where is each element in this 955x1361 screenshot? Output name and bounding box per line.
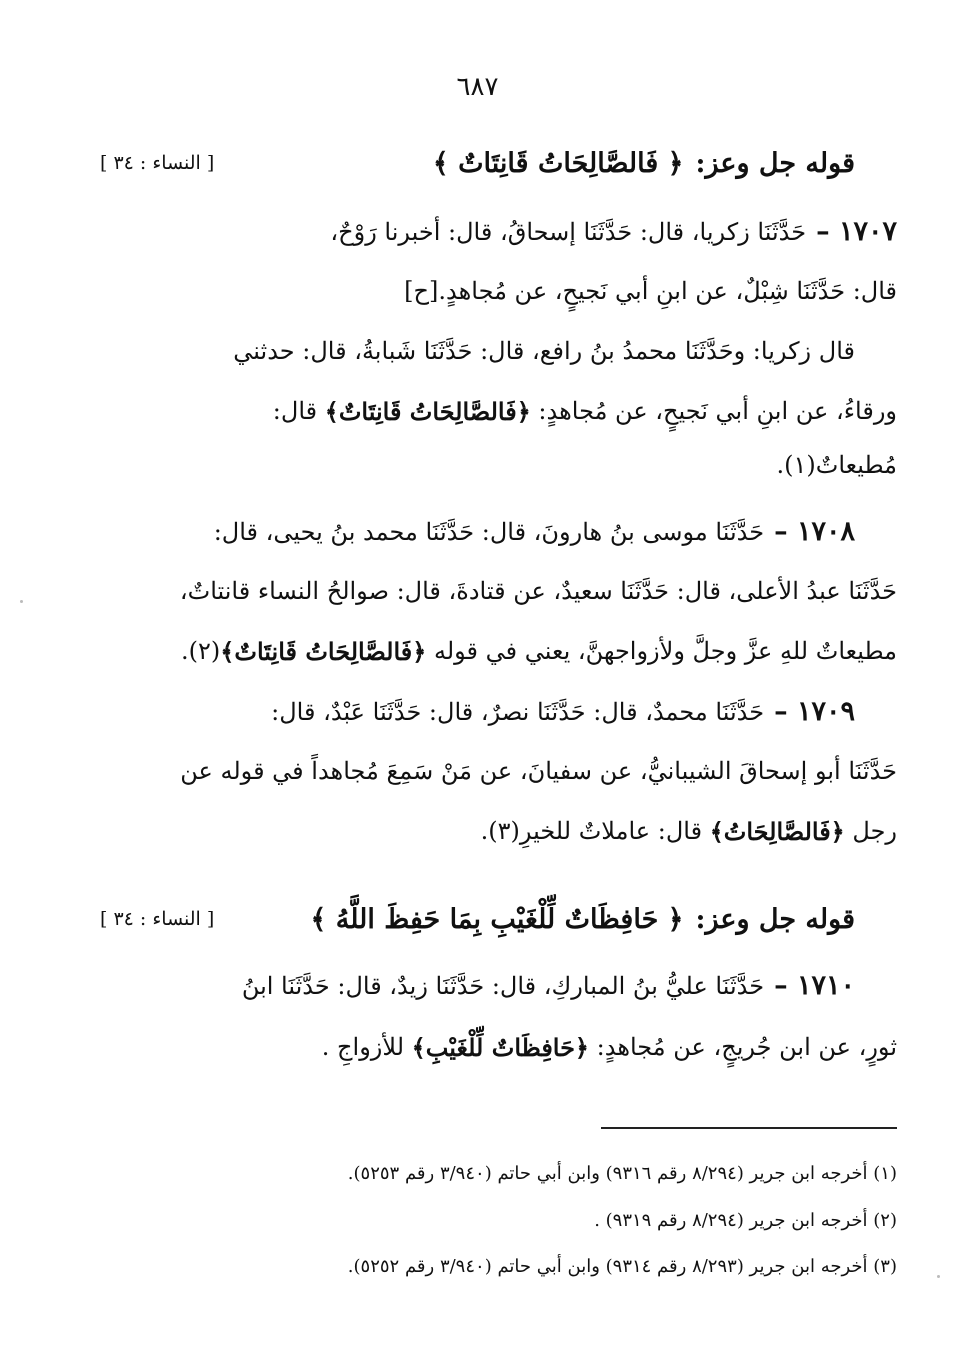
hadith-1709-line-3 — [127, 806, 897, 856]
hadith-number: ١٧٠٨ – — [774, 515, 855, 547]
hadith-text: رجل — [852, 817, 897, 845]
hadith-text: مطيعاتٌ للهِ عزَّ وجلَّ ولأزواجهنَّ، يعني في قوله — [433, 637, 897, 665]
hadith-1710-line-1 — [127, 960, 855, 1010]
hadith-text: حَدَّثَنَا موسى بنُ هارونَ، قال: حَدَّثَنَا محمد بنُ يحيى، قال: — [213, 517, 765, 546]
quran-quote: ﴿حَافِظَاتٌ لِّلْغَيْبِ﴾ — [411, 1032, 589, 1062]
hadith-text: حَدَّثَنَا زكريا، قال: حَدَّثَنَا إسحاقُ، قال: أخبرنا رَوْحٌ، — [330, 217, 807, 246]
quran-verse: ﴿ فَالصَّالِحَاتُ قَانِتَاتٌ ﴾ — [432, 147, 684, 179]
scan-speck — [937, 1275, 940, 1278]
footnote: (١) أخرجه ابن جرير (٨/٢٩٤ رقم ٩٣١٦) وابن أبي حاتم (٣/٩٤٠ رقم ٥٢٥٣). — [347, 1162, 897, 1184]
heading-lead: قوله جل وعز: — [695, 903, 855, 935]
footnote: (٢) أخرجه ابن جرير (٨/٢٩٤ رقم ٩٣١٩) . — [594, 1209, 897, 1231]
hadith-1707-line-5: مُطيعاتٌ(١). — [776, 451, 897, 479]
hadith-1708-line-3 — [127, 626, 897, 676]
hadith-text: ثورٍ، عن ابن جُريجٍ، عن مُجاهدٍ: — [596, 1033, 897, 1061]
footnote: (٣) أخرجه ابن جرير (٨/٢٩٣ رقم ٩٣١٤) وابن أبي حاتم (٣/٩٤٠ رقم ٥٢٥٢). — [347, 1255, 897, 1277]
hadith-1707-line-4 — [127, 386, 897, 436]
hadith-1708-line-2: حَدَّثَنَا عبدُ الأعلى، قال: حَدَّثَنَا سعيدٌ، عن قتادةَ، قال: صوالحُ النساء قانتاتٌ، — [179, 577, 897, 605]
footnote-ref: (٢). — [181, 637, 221, 665]
hadith-text: للأزواجِ . — [321, 1033, 405, 1061]
heading-lead: قوله جل وعز: — [695, 147, 855, 179]
hadith-text: حَدَّثَنَا عليُّ بنُ المباركِ، قال: حَدَّثَنَا زيدٌ، قال: حَدَّثَنَا ابنُ — [241, 971, 765, 1000]
hadith-text: حَدَّثَنَا محمدٌ، قال: حَدَّثَنَا نصرٌ، قال: حَدَّثَنَا عَبْدٌ، قال: — [271, 697, 765, 726]
hadith-1709-line-2: حَدَّثَنَا أبو إسحاقَ الشيبانيُّ، عن سفيانَ، عن مَنْ سَمِعَ مُجاهداً في قوله عن — [180, 757, 897, 785]
hadith-1709-line-1 — [127, 686, 855, 736]
hadith-1707-line-2: قال: حَدَّثَنَا شِبْلٌ، عن ابنِ أبي نَجيحٍ، عن مُجاهدٍ.[ح] — [404, 277, 897, 305]
hadith-1707-line-1 — [127, 206, 897, 256]
verse-reference: [ النساء : ٣٤ ] — [100, 908, 215, 930]
page-number: ٦٨٧ — [456, 72, 499, 102]
hadith-1708-line-1 — [127, 506, 855, 556]
hadith-number: ١٧١٠ – — [774, 969, 855, 1001]
hadith-1710-line-2 — [127, 1022, 897, 1072]
footnote-separator — [601, 1127, 897, 1129]
hadith-1707-line-3: قال زكريا: وحَدَّثَنَا محمدُ بنُ رافع، قال: حَدَّثَنَا شَبابةُ، قال: حدثني — [233, 337, 855, 365]
quran-quote: ﴿فَالصَّالِحَاتُ قَانِتَاتٌ﴾ — [324, 396, 531, 426]
quran-quote: ﴿فَالصَّالِحَاتُ﴾ — [709, 816, 845, 846]
hadith-text: ورقاءُ، عن ابنِ أبي نَجيحٍ، عن مُجاهدٍ: — [538, 397, 897, 425]
quran-verse: ﴿ حَافِظَاتٌ لِّلْغَيْبِ بِمَا حَفِظَ اللَّهُ ﴾ — [310, 903, 684, 935]
quran-quote: ﴿فَالصَّالِحَاتُ قَانِتَاتٌ﴾ — [220, 636, 427, 666]
hadith-text: قال: عاملاتٌ للخيرِ(٣). — [480, 817, 703, 845]
verse-reference: [ النساء : ٣٤ ] — [100, 152, 215, 174]
hadith-number: ١٧٠٧ – — [816, 215, 897, 247]
section-heading — [100, 138, 855, 188]
section-heading — [100, 894, 855, 944]
hadith-text: قال: — [272, 397, 318, 425]
scan-speck — [20, 600, 23, 603]
hadith-number: ١٧٠٩ – — [774, 695, 855, 727]
